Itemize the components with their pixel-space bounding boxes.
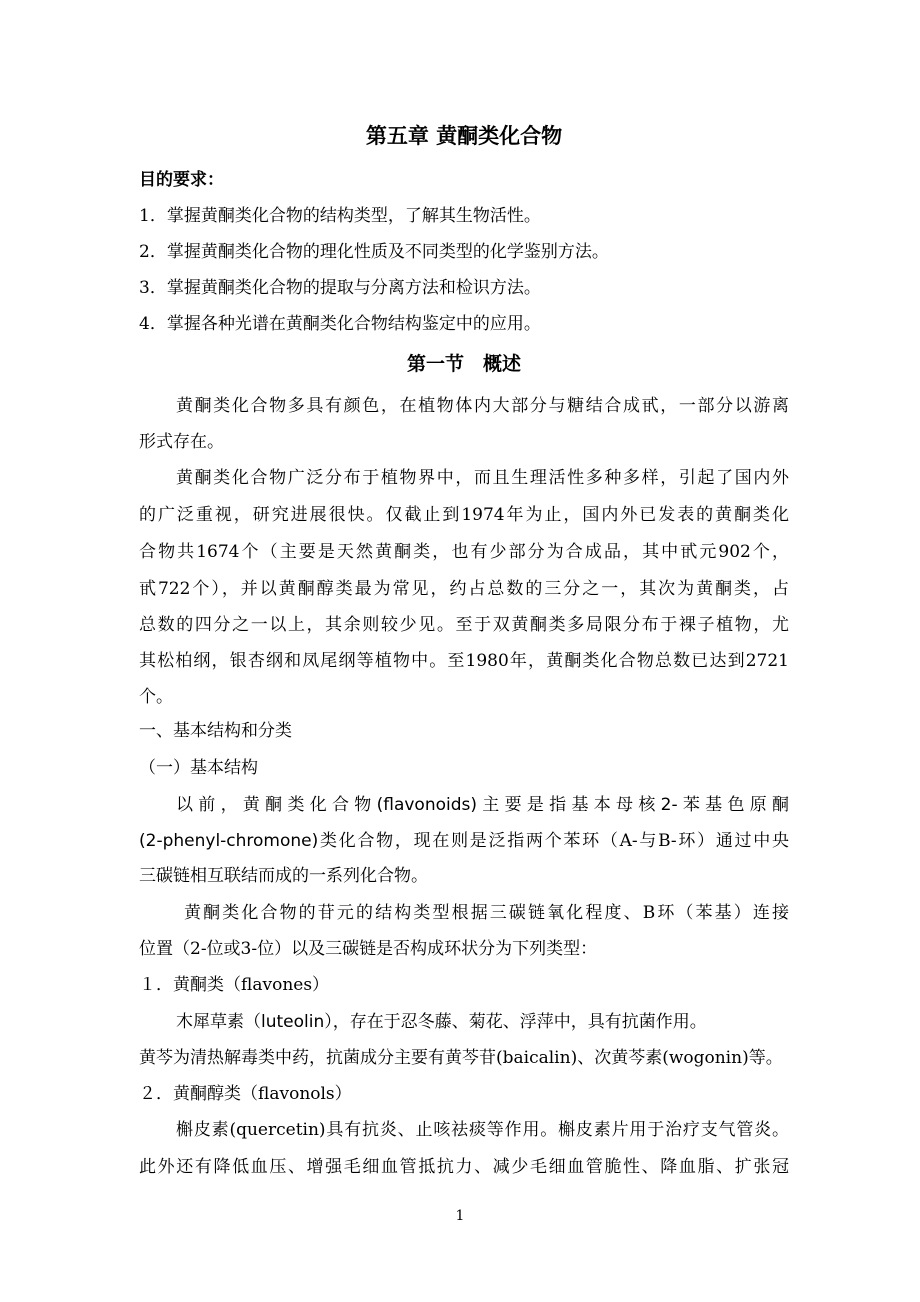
- type-heading-flavonols: ２．黄酮醇类（flavonols）: [139, 1084, 352, 1104]
- paragraph-line: 黄酮类化合物的苷元的结构类型根据三碳链氧化程度、B环（苯基）连接: [184, 903, 789, 923]
- objective-item: 3．掌握黄酮类化合物的提取与分离方法和检识方法。: [139, 278, 541, 298]
- paragraph-line: 其松柏纲，银杏纲和凤尾纲等植物中。至1980年，黄酮类化合物总数已达到2721: [139, 651, 789, 671]
- subheading-basic-structure: 一、基本结构和分类: [139, 721, 292, 741]
- paragraph-line: 总数的四分之一以上，其余则较少见。至于双黄酮类多局限分布于裸子植物，尤: [139, 615, 789, 635]
- text-span: 2-: [660, 795, 678, 815]
- objective-item: 2．掌握黄酮类化合物的理化性质及不同类型的化学鉴别方法。: [139, 242, 609, 262]
- paragraph-line: 黄酮类化合物多具有颜色，在植物体内大部分与糖结合成甙，一部分以游离: [176, 396, 789, 416]
- paragraph-line: [176, 793, 789, 817]
- paragraph-line: 的广泛重视，研究进展很快。仅截止到1974年为止，国内外已发表的黄酮类化: [139, 505, 789, 525]
- chapter-title: 第五章 黄酮类化合物: [365, 123, 563, 148]
- objectives-heading: 目的要求：: [139, 170, 224, 190]
- section-title: 第一节 概述: [406, 353, 521, 375]
- paragraph-line: 黄芩为清热解毒类中药，抗菌成分主要有黄芩苷(baicalin)、次黄芩素(wogonin)等。: [139, 1048, 783, 1068]
- objective-item: 4．掌握各种光谱在黄酮类化合物结构鉴定中的应用。: [139, 314, 541, 334]
- paragraph-line: [139, 829, 789, 853]
- text-span: 苯基色原酮: [677, 795, 790, 815]
- paragraph-line: 合物共1674个（主要是天然黄酮类，也有少部分为合成品，其中甙元902个，: [139, 542, 789, 562]
- paragraph-line: 甙722个），并以黄酮醇类最为常见，约占总数的三分之一，其次为黄酮类，占: [139, 579, 789, 599]
- text-span: (2-phenyl-chromone): [139, 831, 319, 851]
- type-heading-flavones: １．黄酮类（flavones）: [139, 975, 330, 995]
- text-span: 主要是指基本母核: [477, 795, 661, 815]
- page-number: 1: [455, 1208, 465, 1224]
- text-span: (flavonoids): [376, 795, 478, 815]
- paragraph-line: 此外还有降低血压、增强毛细血管抵抗力、减少毛细血管脆性、降血脂、扩张冠: [139, 1157, 789, 1177]
- text-span: 木犀草素（: [176, 1012, 261, 1032]
- objective-item: 1．掌握黄酮类化合物的结构类型，了解其生物活性。: [139, 206, 541, 226]
- paragraph-line: 三碳链相互联结而成的一系列化合物。: [139, 866, 428, 886]
- text-span: 以前，黄酮类化合物: [176, 795, 377, 815]
- paragraph-line: 个。: [139, 687, 173, 707]
- paragraph-line: [176, 1010, 789, 1034]
- text-span: luteolin: [261, 1012, 325, 1032]
- subheading-basic: （一）基本结构: [139, 758, 258, 778]
- text-span: ），存在于忍冬藤、菊花、浮萍中，具有抗菌作用。: [324, 1012, 707, 1032]
- paragraph-line: 位置（2-位或3-位）以及三碳链是否构成环状分为下列类型：: [139, 939, 598, 959]
- text-span: 类化合物，现在则是泛指两个苯环（A-与B-环）通过中央: [318, 831, 789, 851]
- paragraph-line: 槲皮素(quercetin)具有抗炎、止咳祛痰等作用。槲皮素片用于治疗支气管炎。: [176, 1120, 789, 1140]
- paragraph-line: 形式存在。: [139, 432, 224, 452]
- paragraph-line: 黄酮类化合物广泛分布于植物界中，而且生理活性多种多样，引起了国内外: [176, 468, 789, 488]
